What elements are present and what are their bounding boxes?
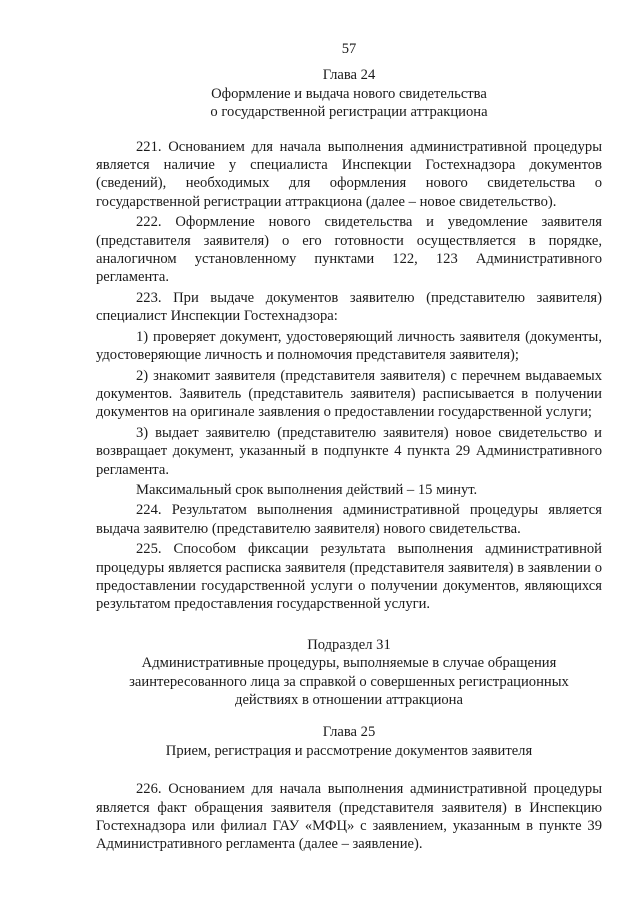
chapter-24-title-line-2: о государственной регистрации аттракциона bbox=[210, 104, 488, 121]
subsection-31-label: Подраздел 31 bbox=[307, 636, 391, 653]
page-number: 57 bbox=[341, 41, 357, 57]
paragraph-223: 223. При выдаче документов заявителю (представителю заявителя) специалист Инспекции Гостехнадзора: bbox=[96, 289, 602, 325]
spacer bbox=[96, 709, 602, 723]
chapter-25-label: Глава 25 bbox=[322, 724, 376, 741]
paragraph-223-item-1: 1) проверяет документ, удостоверяющий личность заявителя (документы, удостоверяющие личность и полномочия представителя заявителя); bbox=[96, 328, 602, 364]
chapter-25-title: Прием, регистрация и рассмотрение документов заявителя bbox=[165, 742, 533, 759]
paragraph-224: 224. Результатом выполнения административной процедуры является выдача заявителю (представителю заявителя) нового свидетельства. bbox=[96, 502, 602, 537]
paragraph-223-item-3: 3) выдает заявителю (представителю заявителя) новое свидетельство и возвращает документ, указанный в подпункте 4 пункта 29 Административного регламента. bbox=[96, 424, 602, 478]
document-page bbox=[96, 40, 602, 856]
paragraph-223-item-2: 2) знакомит заявителя (представителя заявителя) с перечнем выдаваемых документов. Заявитель (представитель заявителя) расписывается в получении документов на оригинале заявления о предоставлении государственной услуги; bbox=[96, 367, 602, 421]
paragraph-226: 226. Основанием для начала выполнения административной процедуры является факт обращения заявителя (представителя заявителя) в Инспекцию Гостехнадзора или филиал ГАУ «МФЦ» с заявлением, указанным в пункте 39 Административного регламента (далее – заявление). bbox=[96, 781, 602, 853]
chapter-24-title-line-1: Оформление и выдача нового свидетельства bbox=[211, 85, 487, 102]
chapter-24-label: Глава 24 bbox=[322, 67, 376, 84]
paragraph-222: 222. Оформление нового свидетельства и уведомление заявителя (представителя заявителя) о его готовности осуществляется в порядке, аналогичном установленному пунктами 122, 123 Административного регламента. bbox=[96, 214, 602, 286]
subsection-31-title-line-3: действиях в отношении аттракциона bbox=[235, 692, 463, 708]
spacer bbox=[96, 122, 602, 138]
paragraph-223-max-time: Максимальный срок выполнения действий – 15 минут. bbox=[136, 481, 478, 498]
paragraph-221: 221. Основанием для начала выполнения административной процедуры является наличие у специалиста Инспекции Гостехнадзора документов (сведений), необходимых для оформления нового свидетельства о государственной регистрации аттракциона (далее – новое свидетельство). bbox=[96, 138, 602, 210]
spacer bbox=[96, 616, 602, 636]
spacer bbox=[96, 760, 602, 780]
subsection-31-title-line-1: Административные процедуры, выполняемые в случае обращения bbox=[141, 655, 557, 672]
subsection-31-title-line-2: заинтересованного лица за справкой о совершенных регистрационных bbox=[129, 673, 569, 690]
paragraph-225: 225. Способом фиксации результата выполнения административной процедуры является расписка заявителя (представителя заявителя) в заявлении о предоставлении государственной услуги о получении документов, являющихся результатом предоставления государственной услуги. bbox=[96, 541, 602, 613]
